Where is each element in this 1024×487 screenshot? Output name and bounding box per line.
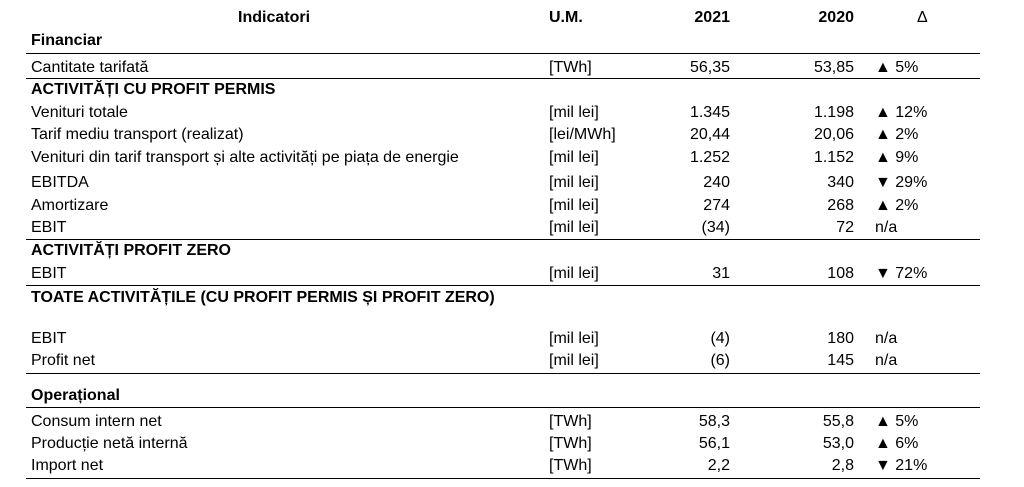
row-unit: [TWh] (549, 59, 592, 76)
row-delta: ▲ 5% (875, 413, 919, 430)
row-label: Producție netă internă (31, 435, 188, 452)
row-label: EBIT (31, 219, 67, 236)
row-unit: [mil lei] (549, 265, 599, 282)
row-label: Tarif mediu transport (realizat) (31, 126, 244, 143)
row-value-2020: 2,8 (831, 457, 854, 474)
row-value-2021: 240 (703, 174, 730, 191)
row-unit: [mil lei] (549, 352, 599, 369)
header-year-2020: 2020 (818, 9, 854, 26)
row-unit: [TWh] (549, 435, 592, 452)
row-value-2021: 2,2 (707, 457, 730, 474)
row-value-2020: 20,06 (813, 126, 854, 143)
row-label: EBIT (31, 330, 67, 347)
row-value-2021: 1.252 (689, 149, 730, 166)
row-value-2020: 108 (827, 265, 854, 282)
row-delta: n/a (875, 352, 898, 369)
row-label: Amortizare (31, 197, 109, 214)
row-value-2021: 56,35 (689, 59, 730, 76)
row-value-2020: 72 (836, 219, 854, 236)
row-unit: [mil lei] (549, 219, 599, 236)
row-delta: ▲ 12% (875, 104, 928, 121)
row-unit: [mil lei] (549, 330, 599, 347)
row-value-2020: 180 (827, 330, 854, 347)
row-delta: ▲ 2% (875, 126, 919, 143)
row-delta: n/a (875, 219, 898, 236)
row-value-2020: 1.198 (813, 104, 854, 121)
header-unit: U.M. (549, 9, 583, 26)
row-delta: ▼ 72% (875, 265, 928, 282)
row-value-2020: 145 (827, 352, 854, 369)
header-year-2021: 2021 (694, 9, 730, 26)
header-delta: Δ (917, 9, 928, 26)
row-label: Venituri din tarif transport și alte activități pe piața de energie (31, 149, 459, 166)
section-title: Operațional (31, 387, 120, 404)
row-unit: [mil lei] (549, 104, 599, 121)
row-value-2021: (4) (710, 330, 730, 347)
row-label: Venituri totale (31, 104, 128, 121)
divider (26, 478, 980, 479)
row-value-2020: 340 (827, 174, 854, 191)
divider (26, 373, 980, 374)
row-delta: ▲ 9% (875, 149, 919, 166)
row-delta: ▼ 29% (875, 174, 928, 191)
row-value-2021: 58,3 (698, 413, 730, 430)
row-value-2021: 1.345 (689, 104, 730, 121)
row-unit: [mil lei] (549, 174, 599, 191)
row-value-2020: 53,0 (822, 435, 854, 452)
row-label: Profit net (31, 352, 96, 369)
divider (26, 239, 980, 240)
row-value-2021: 20,44 (689, 126, 730, 143)
section-title: ACTIVITĂȚI PROFIT ZERO (31, 242, 231, 259)
row-value-2020: 53,85 (813, 59, 854, 76)
row-value-2021: 274 (703, 197, 730, 214)
row-delta: ▲ 5% (875, 59, 919, 76)
row-value-2021: (6) (710, 352, 730, 369)
section-title: Financiar (31, 32, 103, 49)
row-delta: ▲ 2% (875, 197, 919, 214)
row-value-2020: 268 (827, 197, 854, 214)
section-title: ACTIVITĂȚI CU PROFIT PERMIS (31, 81, 276, 98)
row-delta: n/a (875, 330, 898, 347)
row-label: EBITDA (31, 174, 89, 191)
row-value-2021: 31 (712, 265, 730, 282)
row-unit: [TWh] (549, 413, 592, 430)
divider (26, 285, 980, 286)
header-indicator: Indicatori (238, 9, 311, 26)
row-unit: [mil lei] (549, 149, 599, 166)
row-value-2020: 1.152 (813, 149, 854, 166)
row-unit: [mil lei] (549, 197, 599, 214)
row-label: Consum intern net (31, 413, 162, 430)
row-label: Cantitate tarifată (31, 59, 149, 76)
divider (26, 407, 980, 408)
row-unit: [lei/MWh] (549, 126, 616, 143)
row-delta: ▲ 6% (875, 435, 919, 452)
row-value-2021: (34) (701, 219, 730, 236)
row-value-2020: 55,8 (822, 413, 854, 430)
divider (26, 53, 980, 54)
row-label: Import net (31, 457, 104, 474)
row-delta: ▼ 21% (875, 457, 928, 474)
divider (26, 78, 980, 79)
row-value-2021: 56,1 (698, 435, 730, 452)
row-unit: [TWh] (549, 457, 592, 474)
section-toate: TOATE ACTIVITĂȚILE (CU PROFIT PERMIS ȘI PROFIT ZERO) (31, 289, 495, 306)
row-label: EBIT (31, 265, 67, 282)
